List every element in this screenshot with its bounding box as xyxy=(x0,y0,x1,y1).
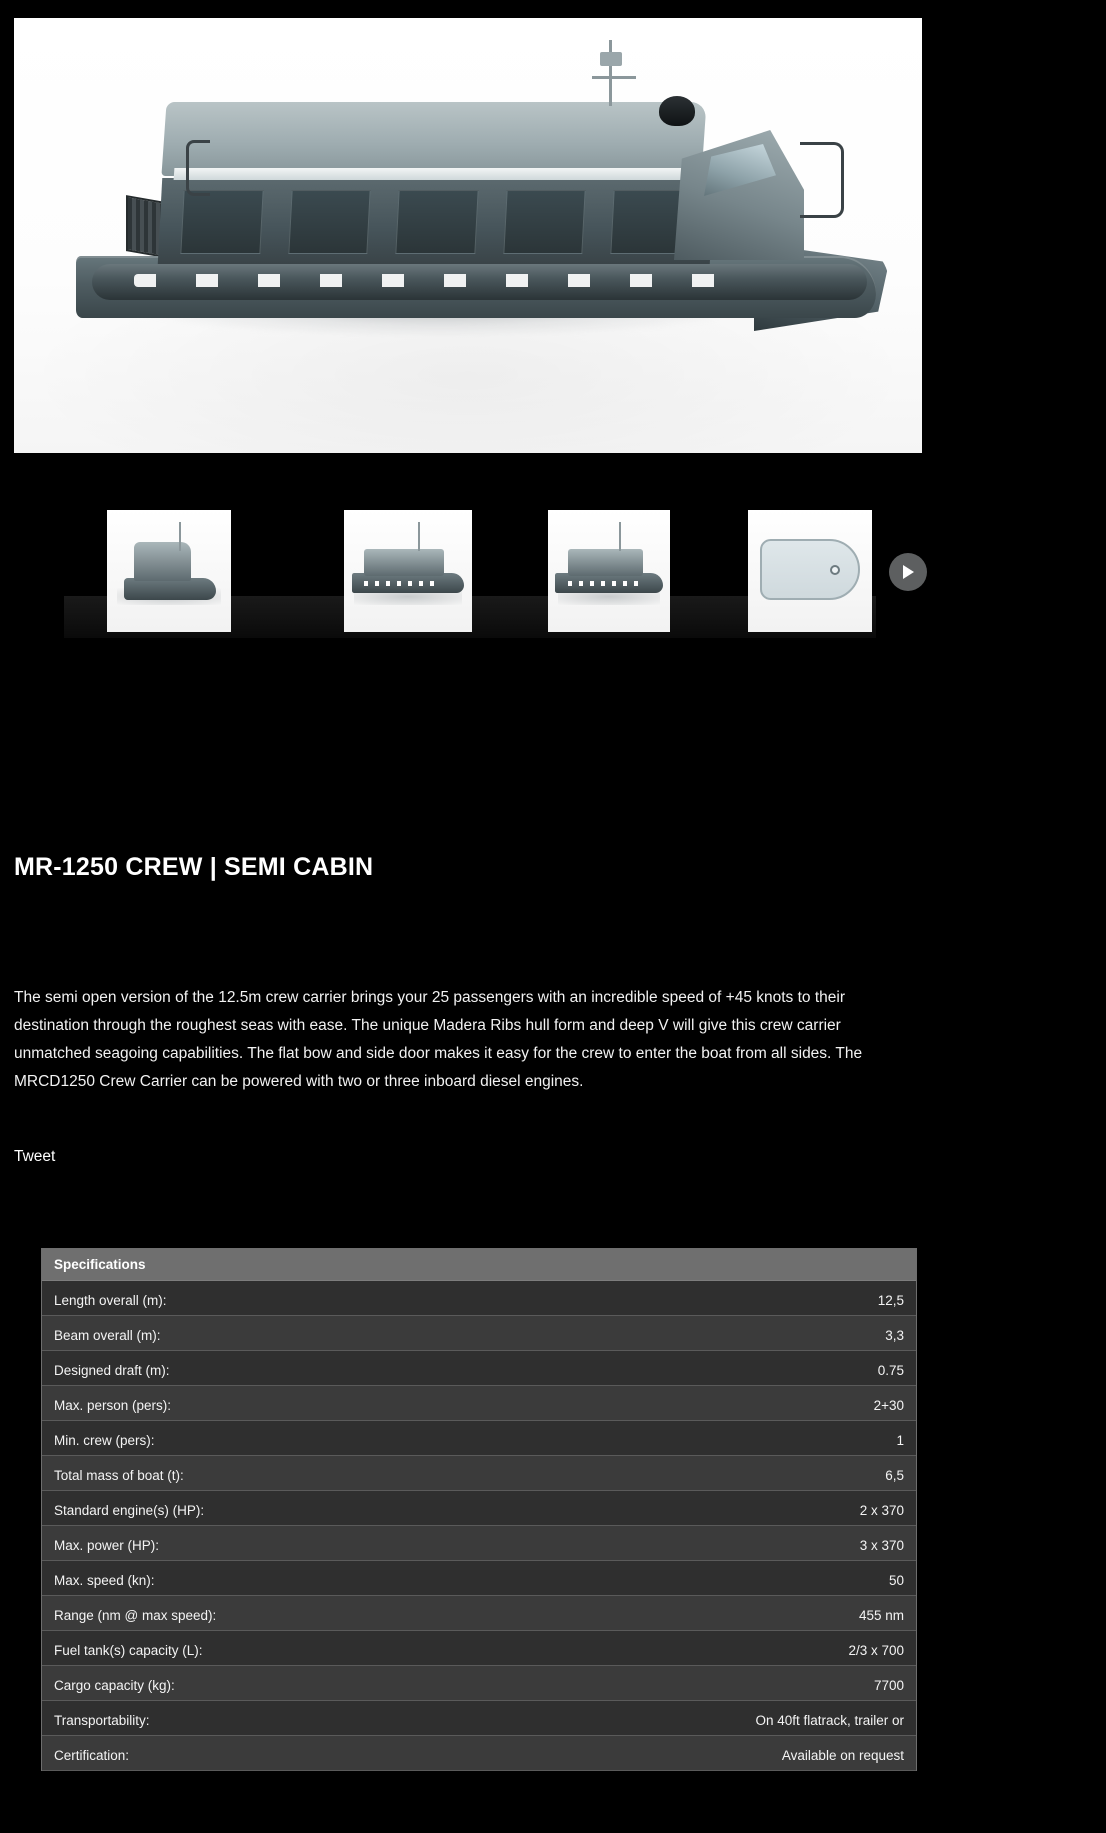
cabin-roof-highlight xyxy=(174,168,695,180)
spec-label: Max. person (pers): xyxy=(54,1398,172,1413)
spec-row xyxy=(42,1736,916,1771)
hull-stripe-band xyxy=(134,274,724,287)
spec-value: 2+30 xyxy=(873,1398,904,1413)
spec-label: Standard engine(s) (HP): xyxy=(54,1503,205,1518)
mast xyxy=(609,40,612,106)
spec-label: Beam overall (m): xyxy=(54,1328,161,1343)
spec-value: 3 x 370 xyxy=(859,1538,904,1553)
bow-railing xyxy=(800,142,844,218)
spec-label: Designed draft (m): xyxy=(54,1363,170,1378)
play-triangle-icon xyxy=(901,564,915,580)
spec-label: Max. speed (kn): xyxy=(54,1573,155,1588)
spec-row xyxy=(42,1526,916,1561)
product-description: The semi open version of the 12.5m crew carrier brings your 25 passengers with an incredible speed of +45 knots to their destination through the roughest seas with ease. The unique Madera Ribs hull form and deep V will give this crew carrier unmatched seagoing capabilities. The flat bow and side door makes it easy for the crew to enter the boat from all sides. The MRCD1250 Crew Carrier can be powered with two or three inboard diesel engines. xyxy=(14,988,863,1090)
spec-value: 0.75 xyxy=(877,1363,904,1378)
spec-value: 50 xyxy=(888,1573,904,1588)
radar-dome xyxy=(659,96,695,126)
spec-row xyxy=(42,1631,916,1666)
spec-row xyxy=(42,1561,916,1596)
thumbnail-cabin xyxy=(134,542,191,581)
specifications-rows xyxy=(42,1281,916,1771)
spec-label: Transportability: xyxy=(54,1713,150,1728)
spec-row xyxy=(42,1666,916,1701)
thumbnail-cabin xyxy=(364,549,443,576)
spec-row xyxy=(42,1701,916,1736)
main-product-image[interactable] xyxy=(14,18,922,453)
spec-value: 2 x 370 xyxy=(859,1503,904,1518)
mast-light-box xyxy=(600,52,622,66)
gallery-thumbnail-strip xyxy=(64,492,922,638)
spec-label: Range (nm @ max speed): xyxy=(54,1608,217,1623)
spec-row xyxy=(42,1456,916,1491)
spec-value: On 40ft flatrack, trailer or xyxy=(755,1713,904,1728)
thumbnail-mast xyxy=(619,522,621,551)
spec-value: 6,5 xyxy=(885,1468,904,1483)
spec-value: 7700 xyxy=(873,1678,904,1693)
page-title: MR-1250 CREW | SEMI CABIN xyxy=(14,852,374,881)
specifications-table xyxy=(41,1248,917,1771)
gallery-thumbnail-4[interactable] xyxy=(748,510,872,632)
spec-row xyxy=(42,1421,916,1456)
window-pane xyxy=(288,190,371,254)
thumbnail-mast xyxy=(179,522,181,551)
spec-label: Cargo capacity (kg): xyxy=(54,1678,175,1693)
spec-row xyxy=(42,1281,916,1316)
thumbnail-deck-outline xyxy=(760,539,859,600)
thumbnail-stripe-band xyxy=(568,581,641,586)
spec-label: Fuel tank(s) capacity (L): xyxy=(54,1643,203,1658)
spec-value: 12,5 xyxy=(877,1293,904,1308)
specifications-header: Specifications xyxy=(42,1249,916,1281)
thumbnail-mast xyxy=(418,522,420,551)
spec-value: Available on request xyxy=(781,1748,904,1763)
window-pane xyxy=(396,190,479,254)
tweet-button[interactable]: Tweet xyxy=(14,1148,56,1165)
spec-label: Total mass of boat (t): xyxy=(54,1468,184,1483)
cabin-windows xyxy=(180,190,693,254)
gallery-thumbnail-1[interactable] xyxy=(107,510,231,632)
window-pane xyxy=(180,190,263,254)
spec-label: Certification: xyxy=(54,1748,130,1763)
spec-row xyxy=(42,1596,916,1631)
thumbnail-cabin xyxy=(568,549,644,576)
window-pane xyxy=(503,190,586,254)
spec-row xyxy=(42,1386,916,1421)
spec-row xyxy=(42,1316,916,1351)
spec-label: Min. crew (pers): xyxy=(54,1433,155,1448)
spec-label: Max. power (HP): xyxy=(54,1538,160,1553)
gallery-thumbnail-2[interactable] xyxy=(344,510,472,632)
gallery-thumbnail-3[interactable] xyxy=(548,510,670,632)
spec-value: 3,3 xyxy=(885,1328,904,1343)
spec-row xyxy=(42,1351,916,1386)
mast-crossarm xyxy=(592,76,636,79)
thumbnail-stripe-band xyxy=(364,581,441,586)
thumbnail-deck-detail xyxy=(830,565,840,575)
thumbnail-hull xyxy=(124,578,216,600)
spec-row xyxy=(42,1491,916,1526)
gallery-next-button[interactable] xyxy=(889,553,927,591)
stern-railing xyxy=(186,140,210,196)
cabin-roof xyxy=(161,102,706,176)
spec-value: 1 xyxy=(896,1433,904,1448)
spec-value: 2/3 x 700 xyxy=(848,1643,904,1658)
spec-value: 455 nm xyxy=(858,1608,904,1623)
spec-label: Length overall (m): xyxy=(54,1293,167,1308)
